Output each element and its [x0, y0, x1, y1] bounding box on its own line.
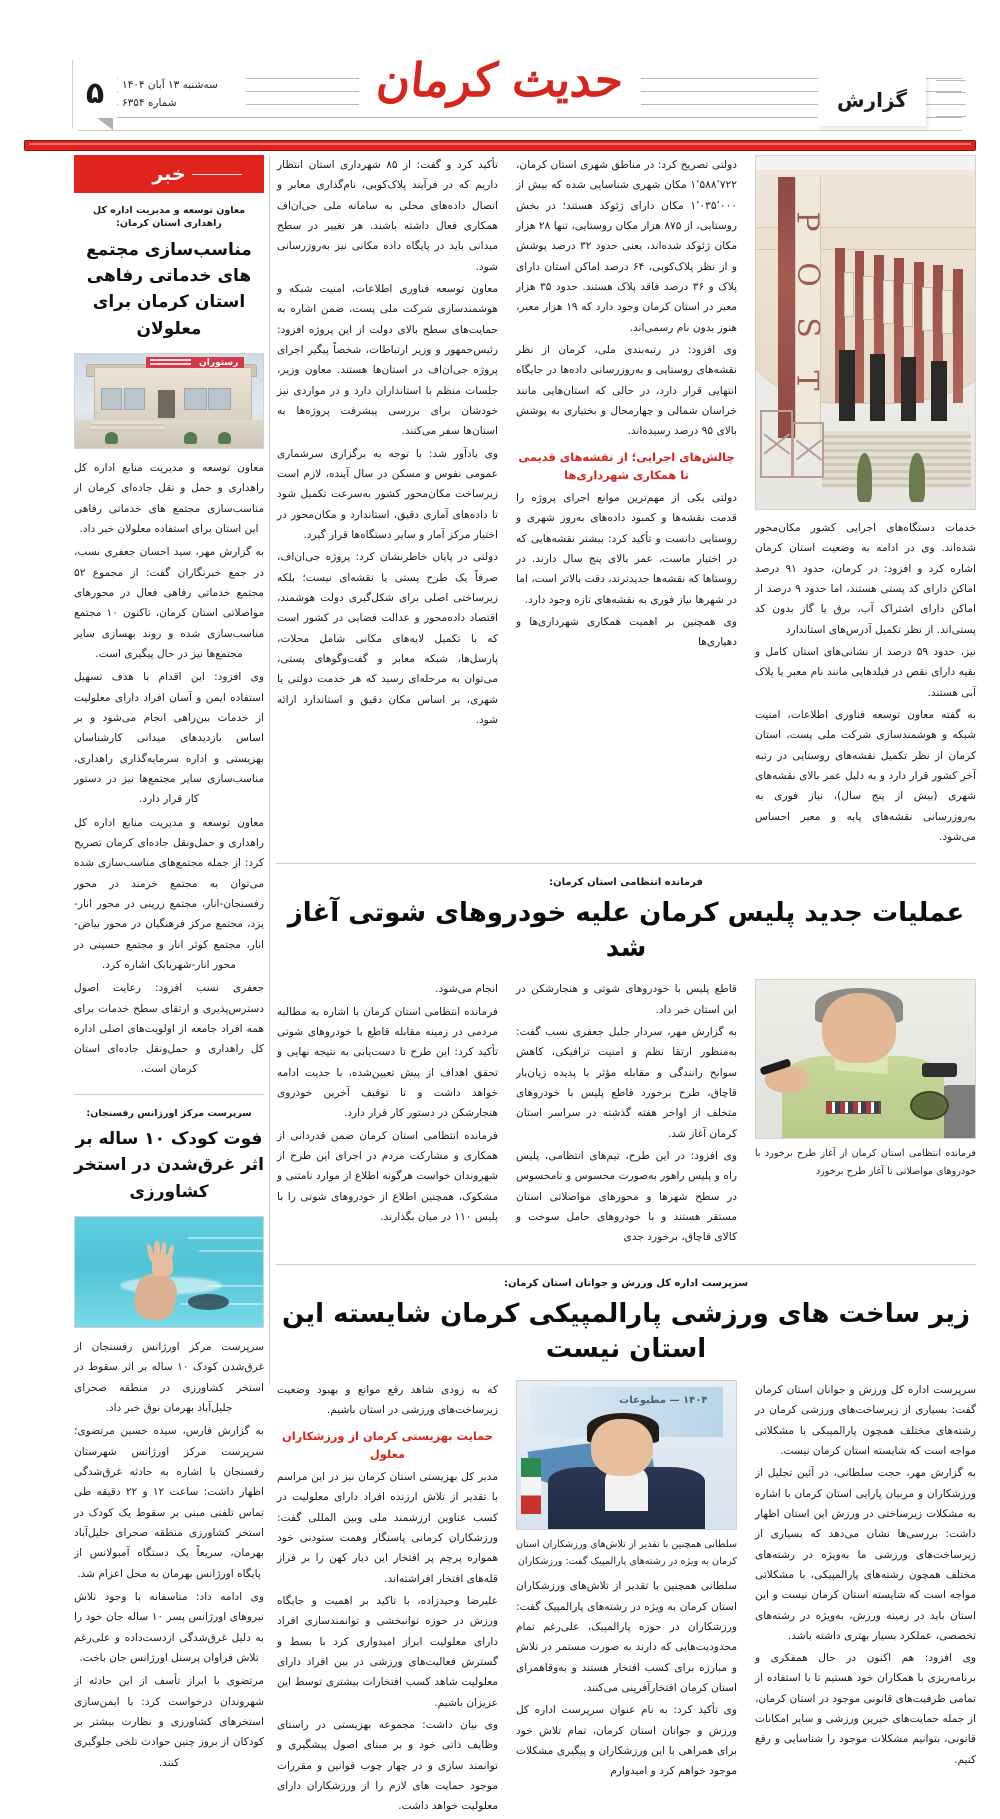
paragraph: معاون توسعه و مدیریت منابع اداره کل راهداری و حمل و نقل جاده‌ای کرمان از مناسب‌سازی مجتمع های خدماتی رفاهی این استان برای استفاده معلولان خبر داد. [74, 461, 264, 535]
page-corner-fold-icon [97, 118, 113, 130]
article2-col-right [755, 979, 976, 1249]
sport-photo-caption: سلطانی همچنین با تقدیر از تلاش‌های ورزشکاران استان کرمان به ویژه در رشته‌های پارالمپیک گفت: ورزشکاران [516, 1538, 737, 1568]
paragraph: وی همچنین بر اهمیت همکاری شهرداری‌ها و دهیاری‌ها [516, 616, 737, 649]
article1-middle-text [516, 155, 737, 442]
paragraph: به گزارش مهر، سید احسان جعفری نسب، در جمع خبرنگاران گفت: از مجموع ۵۲ مجتمع خدماتی رفاهی فعال در محورهای مواصلاتی استان کرمان، تاکنون ۱۰ مجتمع مناسب‌سازی شده و روند بهسازی سایر مجتمع‌ها نیز در حال پیگیری است. [74, 546, 264, 660]
article1-red-subheading: چالش‌های اجرایی؛ از نقشه‌های قدیمی تا همکاری شهرداری‌ها [518, 449, 735, 482]
article1-left-text [277, 155, 498, 730]
paragraph: تأکید کرد و گفت: از ۸۵ شهرداری استان انتظار داریم که در فرآیند پلاک‌کوبی، نام‌گذاری معابر و اتصال داده‌های محلی به سامانه ملی جی‌ان‌اف همکاری فعال داشته باشند. هر تغییر در سطح میدانی باید در پایگاه داده مکانی نیز به‌روزرسانی شود. [277, 159, 498, 273]
column-divider [269, 155, 270, 1385]
section-tab[interactable] [818, 74, 926, 126]
article1-col-middle [516, 155, 737, 849]
red-divider-bar [24, 140, 976, 151]
paragraph: دولتی یکی از مهم‌ترین موانع اجرای پروژه را قدمت نقشه‌ها و کمبود داده‌های به‌روز شهری و روستایی دانست و تأکید کرد: بیشتر نقشه‌هایی که در اختیار ماست، عمر بالای پنج سال دارند. در روستاها که نقشه‌ها جدیدترند، دقت بالاتر است، اما در شهرها نیاز فوری به نقشه‌های تازه وجود دارد. [516, 492, 737, 606]
paragraph: مدیر کل بهزیستی استان کرمان نیز در این مراسم با تقدیر از تلاش ارزنده افراد دارای معلولیت در کسب عناوین ارزشمند ملی وبین المللی گفت: ورزشکاران کرمانی پاسنگار وهمت ستودنی خود همواره پرچم پر افتخار این دیار کهن را بر فراز قله‌های افتخار افراشته‌اند. [277, 1471, 498, 1585]
article3-right-text [755, 1380, 976, 1770]
article3-col-left [277, 1380, 498, 1819]
paragraph: سرپرست اداره کل ورزش و جوانان استان کرمان گفت: بسیاری از زیرساخت‌های ورزشی کرمان در رشته‌های مختلف همچون پارالمپیکی با مشکلاتی مواجه است که شایسته استان کرمان نیست. [755, 1383, 976, 1457]
sidebar-kicker-1: معاون توسعه و مدیریت اداره کل راهداری استان کرمان: [92, 205, 246, 230]
flag-icon [521, 1458, 541, 1514]
paragraph: دولتی در پایان خاطرنشان کرد: پروژه جی‌ان‌اف، صرفاً یک طرح پستی یا نقشه‌ای نیست؛ بلکه زیرساختی اصلی برای شکل‌گیری دولت هوشمند، اقتصاد داده‌محور و عدالت فضایی در کشور است که با تکمیل لایه‌های مکانی شامل محلات، پارسل‌ها، شبکه معابر و گفت‌وگوهای پستی، می‌توان به مرحله‌ای رسید که هر خدمت دولتی یا شهری، بر اساس مکان دقیق و استاندارد ارائه شود. [277, 551, 498, 726]
masthead-bottom-rule [78, 130, 962, 131]
sidebar-divider [74, 1094, 264, 1095]
paragraph: خدمات دستگاه‌های اجرایی کشور مکان‌محور شده‌اند. وی در ادامه به وضعیت استان کرمان اشاره کرد و افزود: در کرمان، حدود ۹۱ درصد اماکن دارای کد پستی هستند، اما حدود ۹ درصد از اماکن دارای اشتراک آب، برق یا گاز بدون کد پستی‌اند. از نظر تکمیل آدرس‌های استاندارد [755, 522, 976, 636]
paragraph: دولتی تصریح کرد: در مناطق شهری استان کرمان، ۱٬۵۸۸٬۷۲۲ مکان شهری شناسایی شده که بیش از ۱٬۰۳۵٬۰۰۰ مکان دارای ژئوکد هستند؛ در بخش روستایی، از ۸۷۵ هزار مکان روستایی، تنها ۲۸ هزار مکان ژئوکد شده‌اند، یعنی حدود ۳۲ درصد پوشش و از نظر پلاک‌کوبی، ۶۴ درصد اماکن استان دارای پلاک و ۳۶ درصد فاقد پلاک هستند. حدود ۳۵ هزار معبر در استان کرمان وجود دارد که ۱۹ هزار معبر، هنوز بدون نام رسمی‌اند. [516, 159, 738, 334]
article2-col-middle [516, 979, 737, 1249]
sidebar-headline-1: مناسب‌سازی مجتمع های خدماتی رفاهی استان کرمان برای معلولان [86, 239, 252, 339]
sidebar-article-1 [74, 204, 264, 1080]
police-photo-caption: فرمانده انتظامی استان کرمان از آغاز طرح برخورد با خودروهای مواصلاتی تا آغاز طرح برخورد [755, 1148, 976, 1177]
post-gis-article [276, 155, 976, 849]
sport-official-photo [516, 1380, 737, 1530]
article3-red-subheading: حمایت بهزیستی کرمان از ورزشکاران معلول [282, 1428, 493, 1461]
paragraph: انجام می‌شود. [435, 983, 498, 996]
masthead-tick-marks [936, 80, 966, 128]
paragraph: جعفری نسب افزود: رعایت اصول دسترس‌پذیری و ارتقای سطح خدمات برای همه افراد جامعه از اولویت‌های اصلی اداره کل راهداری و حمل‌ونقل جاده‌ای استان کرمان است. [74, 982, 264, 1076]
paragraph: فرمانده انتظامی استان کرمان ضمن قدردانی از همکاری و مشارکت مردم در اجرای این طرح از شهروندان خواست هرگونه اطلاع از موارد نامتنی و مشکوک، همچنین اطلاع از خودروهای شوتی را با پلیس ۱۱۰ در میان بگذارند. [277, 1129, 498, 1224]
paragraph: معاون توسعه فناوری اطلاعات، امنیت شبکه و هوشمندسازی شرکت ملی پست، ضمن اشاره به حمایت‌های سطح بالای دولت از این پروژه افزود: رئیس‌جمهور و وزیر ارتباطات، شخصاً پیگیر اجرای پروژه جی‌ان‌اف در استان‌ها هستند. معاون وزیر، جلسات منظم با استانداران دارد و در مواردی نیز خودشان برای بررسی پیشرفت پروژه‌ها به استان‌ها سفر می‌کنند. [277, 282, 498, 438]
paragraph: وی افزود: در رتبه‌بندی ملی، کرمان از نظر نقشه‌های روستایی و به‌روزرسانی داده‌ها در جایگاه انتهایی قرار دارد، در حالی که استان‌هایی مانند خراسان شمالی و چهارمحال و بختیاری به پوشش بالای ۹۵ درصد رسیده‌اند. [516, 343, 737, 438]
sidebar-body-2 [74, 1337, 264, 1773]
paragraph: فرمانده انتظامی استان کرمان با اشاره به مطالبه مردمی در زمینه مقابله قاطع با خودروهای شوتی تأکید کرد: این طرح تا دست‌یابی به نتیجه نهایی و تحقق اهداف از پیش تعیین‌شده، با جدیت ادامه خواهد داشت و تا توقیف آخرین خودروی هنجارشکن در دستور کار قرار دارد. [277, 1005, 498, 1120]
article2-right-text [516, 979, 737, 1247]
article1-col-left [277, 155, 498, 849]
paragraph: به گزارش فارس، سیده حسین مرتضوی؛ سرپرست مرکز اورژانس شهرستان رفسنجان با اشاره به حادثه غرق‌شدگی اظهار داشت: ساعت ۱۲ و ۲۲ دقیقه طی تماس تلفنی مبنی بر سقوط یک کودک در استخر کشاورزی منطقه صحرای جلیل‌آباد بهرمان، سریعاً یک دستگاه آمبولانس از پایگاه اورژانس بهرمان به محل اعزام شد. [74, 1425, 264, 1580]
paralympic-article [276, 1278, 976, 1819]
paragraph: وی تأکید کرد: به نام عنوان سرپرست اداره کل ورزش و جوانان استان کرمان، تمام تلاش خود برای همراهی با این ورزشکاران و پیگیری مشکلات موجود خواهم کرد و امیدوارم [516, 1704, 737, 1778]
paragraph: وی افزود: این اقدام با هدف تسهیل استفاده ایمن و آسان افراد دارای معلولیت از خدمات بین‌راهی انجام می‌شود و بر اساس بازدیدهای میدانی کارشناسان بهزیستی و اداره سرمایه‌گذاری راهداری، مناسب‌سازی سایر مجتمع‌ها نیز در دستور کار قرار دارد. [74, 671, 264, 806]
paragraph: علیرضا وحیدزاده، با تاکید بر اهمیت و جایگاه ورزش در حوزه توانبخشی و توانمندسازی افراد دارای معلولیت ابراز امیدواری کرد با بسط و گسترش فعالیت‌های ورزشی در بین افراد دارای معلولیت شاهد کسب افتخارات بیشتری توسط این عزیزان باشیم. [277, 1595, 498, 1709]
article2-col-left [277, 979, 498, 1249]
paralympic-article-kicker: سرپرست اداره کل ورزش و جوانان استان کرمان: [503, 1277, 749, 1289]
issue-info [118, 74, 246, 115]
police-article-headline: عملیات جدید پلیس کرمان علیه خودروهای شوتی آغاز شد [287, 898, 965, 964]
masthead [0, 0, 1000, 150]
paragraph: که به زودی شاهد رفع موانع و بهبود وضعیت زیرساخت‌های ورزشی در استان باشیم. [277, 1383, 498, 1417]
paragraph: به گزارش مهر، حجت سلطانی، در آئین تجلیل از ورزشکاران و مربیان پارایی استان کرمان با اشاره به مشکلات زیرساختی در ورزش این استان اظهار داشت: بررسی‌ها نشان می‌دهد که بسیاری از زیرساخت‌های ورزشی ما به‌ویژه در رشته‌های مختلف همچون رشته‌های پارالمپیکی، با مشکلاتی مواجه است که شایسته استان کرمان نیست و این استان باید در زمینه ورزش، به‌ویژه در رشته‌های تخصصی، عملکرد بسیار بهتری داشته باشد. [755, 1467, 976, 1642]
article-divider-2 [276, 1264, 976, 1265]
banner-text: ۱۴۰۴ — مطبوعات [619, 1394, 708, 1406]
paragraph: وی بیان داشت: مجموعه بهزیستی در راستای وظایف ذاتی خود و بر مبنای اصول پیشگیری و توانمند سازی و در چهار چوب قوانین و مقررات موجود حمایت های لازم را از ورزشکاران دارای معلولیت خواهد داشت. [277, 1718, 498, 1813]
publication-date: سه‌شنبه ۱۳ آبان ۱۴۰۴ [122, 79, 218, 91]
sidebar-body-1 [74, 458, 264, 1080]
main-content-column [276, 155, 976, 1813]
article3-col-middle [516, 1380, 737, 1819]
paragraph: به گزارش مهر، سردار جلیل جعفری نسب گفت: به‌منظور ارتقا نظم و امنیت ترافیکی، کاهش سوانح رانندگی و مقابله مؤثر با پدیده زیان‌بار قاچاق، طرح برخورد قاطع پلیس با خودروهای متخلف از اواخر هفته گذشته در سراسر استان کرمان آغاز شد. [516, 1026, 737, 1140]
police-commander-photo [755, 979, 976, 1139]
article3-middle-text [516, 1576, 737, 1781]
article3-left-text [277, 1467, 498, 1817]
sidebar-article-2 [74, 1107, 264, 1773]
sidebar-news-label: خبر [152, 163, 186, 185]
logo-text: حدیث کرمان [374, 53, 627, 107]
paragraph: معاون توسعه و مدیریت منابع اداره کل راهداری و حمل‌ونقل جاده‌ای کرمان تصریح کرد: از جمله مجتمع‌های مناسب‌سازی شده می‌توان به مجتمع خرمند در محور رفسنجان-انار، مجتمع زرینی در محور انار- یزد، مجتمع مرکز فرهنگیان در محور بیاض- انار، مجتمع کوثر انار و مجتمع حسینی در محور انار-شهربابک اشاره کرد. [74, 816, 264, 971]
page-number: ۵ [85, 76, 105, 111]
post-vertical-letters: P O S T [789, 211, 825, 391]
restaurant-sign [146, 357, 244, 368]
page-body [24, 155, 976, 1813]
paragraph: وی یادآور شد: با توجه به برگزاری سرشماری عمومی نفوس و مسکن در سال آینده، لازم است زیرساخت مکان‌محور کشور به‌سرعت تکمیل شود تا داده‌های آماری دقیق، استاندارد و مکان‌محور در اختیار مرکز آمار و سایر دستگاه‌ها قرار گیرد. [277, 447, 498, 541]
paralympic-article-headline: زیر ساخت های ورزشی پارالمپیکی کرمان شایسته این استان نیست [281, 1298, 971, 1364]
article-divider-1 [276, 863, 976, 864]
sidebar-news-column [74, 155, 264, 1769]
restaurant-building-photo [74, 353, 264, 449]
paragraph: سرپرست مرکز اورژانس رفسنجان از غرق‌شدن کودک ۱۰ ساله بر اثر سقوط در استخر کشاورزی در منطقه صحرای جلیل‌آباد بهرمان نوق خبر داد. [74, 1341, 264, 1415]
paragraph: وی افزود: در این طرح، تیم‌های انتظامی، پلیس راه و پلیس راهور به‌صورت محسوس و نامحسوس در سطح شهرها و محورهای مواصلاتی استان مستقر هستند و با خودروهای حامل سوخت و کالای قاچاق، برخورد جدی [516, 1150, 737, 1244]
hand-icon [146, 1241, 178, 1278]
article3-col-right [755, 1380, 976, 1819]
paragraph: قاطع پلیس با خودروهای شوتی و هنجارشکن در این استان خبر داد. [516, 983, 737, 1016]
article3-left-text-top [277, 1380, 498, 1421]
issue-number: شماره ۶۳۵۴ [122, 97, 177, 110]
article1-middle-text-2 [516, 488, 737, 653]
article1-right-text [755, 518, 976, 847]
paragraph: وی ادامه داد: متاسفانه با وجود تلاش نیروهای اورژانس پسر ۱۰ ساله جان خود را به دلیل غرق‌شدگی ازدست‌داده و علی‌رغم تلاش فراوان پرسنل اورژانس جان باخت. [74, 1591, 264, 1665]
police-article-kicker: فرمانده انتظامی استان کرمان: [549, 877, 703, 889]
decorative-x-pattern [760, 410, 821, 474]
article1-col-right [755, 155, 976, 849]
post-office-building-photo [755, 155, 976, 510]
swimming-pool-drowning-photo [74, 1216, 264, 1328]
paragraph: سلطانی همچنین با تقدیر از تلاش‌های ورزشکاران استان کرمان به ویژه در رشته‌های پارالمپیک گفت: ورزشکاران در حوزه پارالمپیک، علی‌رغم تمام محدودیت‌هایی که دارند به صورت مستمر در تلاش و مبارزه برای کسب افتخار هستند و به‌وقاهمرای استان کرمان افتخارآفرینی می‌کنند. [516, 1580, 737, 1695]
paragraph: وی افزود: هم اکنون در حال همفکری و برنامه‌ریزی با همکاران خود هستیم تا با استفاده از تمامی ظرفیت‌های قانونی موجود در استان کرمان، از جمله حمایت‌های خیرین ورزشی و سایر امکانات قانونی، بتوانیم مشکلات موجود را شناسایی و رفع کنیم. [755, 1652, 976, 1766]
sidebar-headline-2: فوت کودک ۱۰ ساله بر اثر غرق‌شدن در استخر کشاورزی [74, 1129, 264, 1202]
sidebar-news-tab[interactable] [74, 155, 264, 193]
sidebar-kicker-2: سرپرست مرکز اورژانس رفسنجان: [86, 1107, 252, 1119]
paragraph: به گفته معاون توسعه فناوری اطلاعات، امنیت شبکه و هوشمندسازی شرکت ملی پست، استان کرمان از نظر تکمیل نقشه‌های روستایی در رتبه آخر کشور قرار دارد و به دلیل عمر بالای نقشه‌های شهری (بیش از پنج سال)، نیاز فوری به به‌روزرسانی نقشه‌های پایه و معبر احساس می‌شود. [755, 708, 976, 843]
police-article [276, 877, 976, 1249]
paragraph: مرتضوی با ابراز تأسف از این حادثه از شهروندان درخواست کرد: با ایمن‌سازی استخرهای کشاورزی و نظارت بیشتر بر کودکان از بروز چنین حوادث تلخی جلوگیری کنند. [74, 1675, 264, 1769]
restaurant-sign-text: رستوران [199, 357, 239, 368]
paragraph: نیز، حدود ۵۹ درصد از نشانی‌های استان کامل و بقیه دارای نقص در فیلدهایی مانند نام معبر یا پلاک آبی هستند. [755, 645, 976, 699]
section-title: گزارش [836, 88, 908, 112]
article2-left-text [277, 979, 498, 1227]
